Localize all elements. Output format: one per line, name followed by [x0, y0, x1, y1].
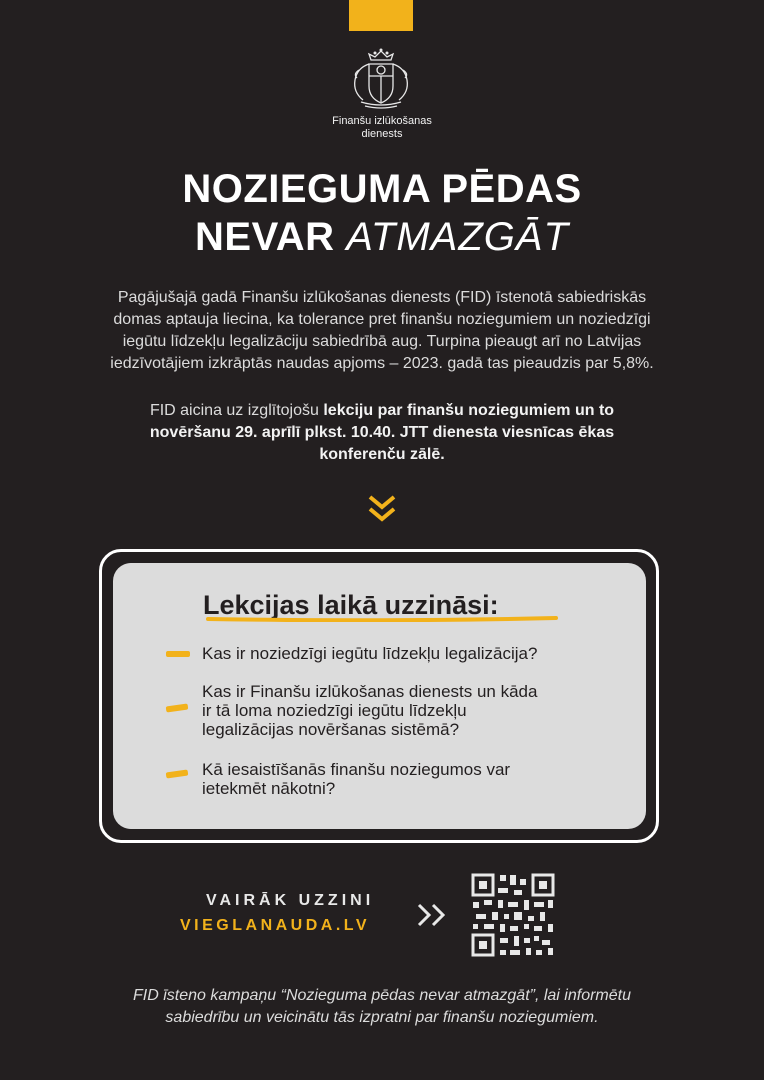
- title-line: NOZIEGUMA PĒDAS: [182, 167, 582, 211]
- info-box-title: Lekcijas laikā uzzināsi:: [203, 590, 499, 620]
- invite-line: [70, 400, 694, 422]
- top-accent-tab: [349, 0, 413, 31]
- chevron-down-icon: [366, 494, 398, 524]
- list-item: [202, 644, 537, 663]
- more-info-label: VAIRĀK UZZINI: [206, 892, 375, 909]
- list-item: [202, 682, 537, 739]
- double-chevron-right-icon: [416, 902, 450, 928]
- title-bold-word: NEVAR: [195, 215, 335, 259]
- list-item-line: ir tā loma noziedzīgi iegūtu līdzekļu: [202, 701, 467, 720]
- footer-note: [50, 985, 714, 1029]
- list-item-line: Kas ir noziedzīgi iegūtu līdzekļu legalizācija?: [202, 644, 538, 663]
- website-link[interactable]: VIEGLANAUDA.LV: [180, 917, 371, 934]
- title-line: [0, 213, 764, 261]
- intro-paragraph: [60, 287, 704, 375]
- invite-bold: lekciju par finanšu noziegumiem un to: [323, 402, 615, 419]
- qr-code-icon[interactable]: [470, 872, 556, 958]
- title-underline-stroke: [206, 616, 558, 622]
- page-title: [0, 165, 764, 261]
- organization-name-line: dienests: [361, 128, 403, 140]
- invite-line: [70, 444, 694, 466]
- list-item: [202, 760, 510, 798]
- intro-line: iegūtu līdzekļu legalizāciju sabiedrībā aug. Turpina pieaugt arī no Latvijas: [122, 333, 642, 350]
- intro-line: Pagājušajā gadā Finanšu izlūkošanas dienests (FID) īstenotā sabiedriskās: [117, 289, 647, 306]
- invite-prefix: FID aicina uz izglītojošu: [149, 402, 324, 419]
- invite-bold: novēršanu 29. aprīlī plkst. 10.40. JTT dienesta viesnīcas ēkas: [149, 424, 615, 441]
- list-item-line: legalizācijas novēršanas sistēmā?: [202, 720, 460, 739]
- organization-name: [0, 115, 764, 141]
- intro-line: domas aptauja liecina, ka tolerance pret finanšu noziegumiem un noziedzīgi: [113, 311, 651, 328]
- invite-paragraph: [70, 400, 694, 466]
- list-item-line: Kas ir Finanšu izlūkošanas dienests un kāda: [202, 682, 538, 701]
- footer-line: FID īsteno kampaņu “Nozieguma pēdas nevar atmazgāt”, lai informētu: [132, 987, 631, 1004]
- list-item-line: ietekmēt nākotni?: [202, 779, 336, 798]
- title-light-word: ATMAZGĀT: [346, 215, 569, 259]
- footer-line: sabiedrību un veicinātu tās izpratni par finanšu noziegumiem.: [165, 1009, 599, 1026]
- invite-bold: konferenču zālē.: [319, 446, 445, 463]
- bullet-dash: [166, 651, 190, 657]
- organization-name-line: Finanšu izlūkošanas: [332, 115, 432, 127]
- invite-line: [70, 422, 694, 444]
- intro-line: iedzīvotājiem izkrāptās naudas apjoms – 2023. gadā tas pieaudzis par 5,8%.: [110, 355, 654, 372]
- coat-of-arms-icon: [349, 46, 413, 112]
- list-item-line: Kā iesaistīšanās finanšu noziegumos var: [202, 760, 511, 779]
